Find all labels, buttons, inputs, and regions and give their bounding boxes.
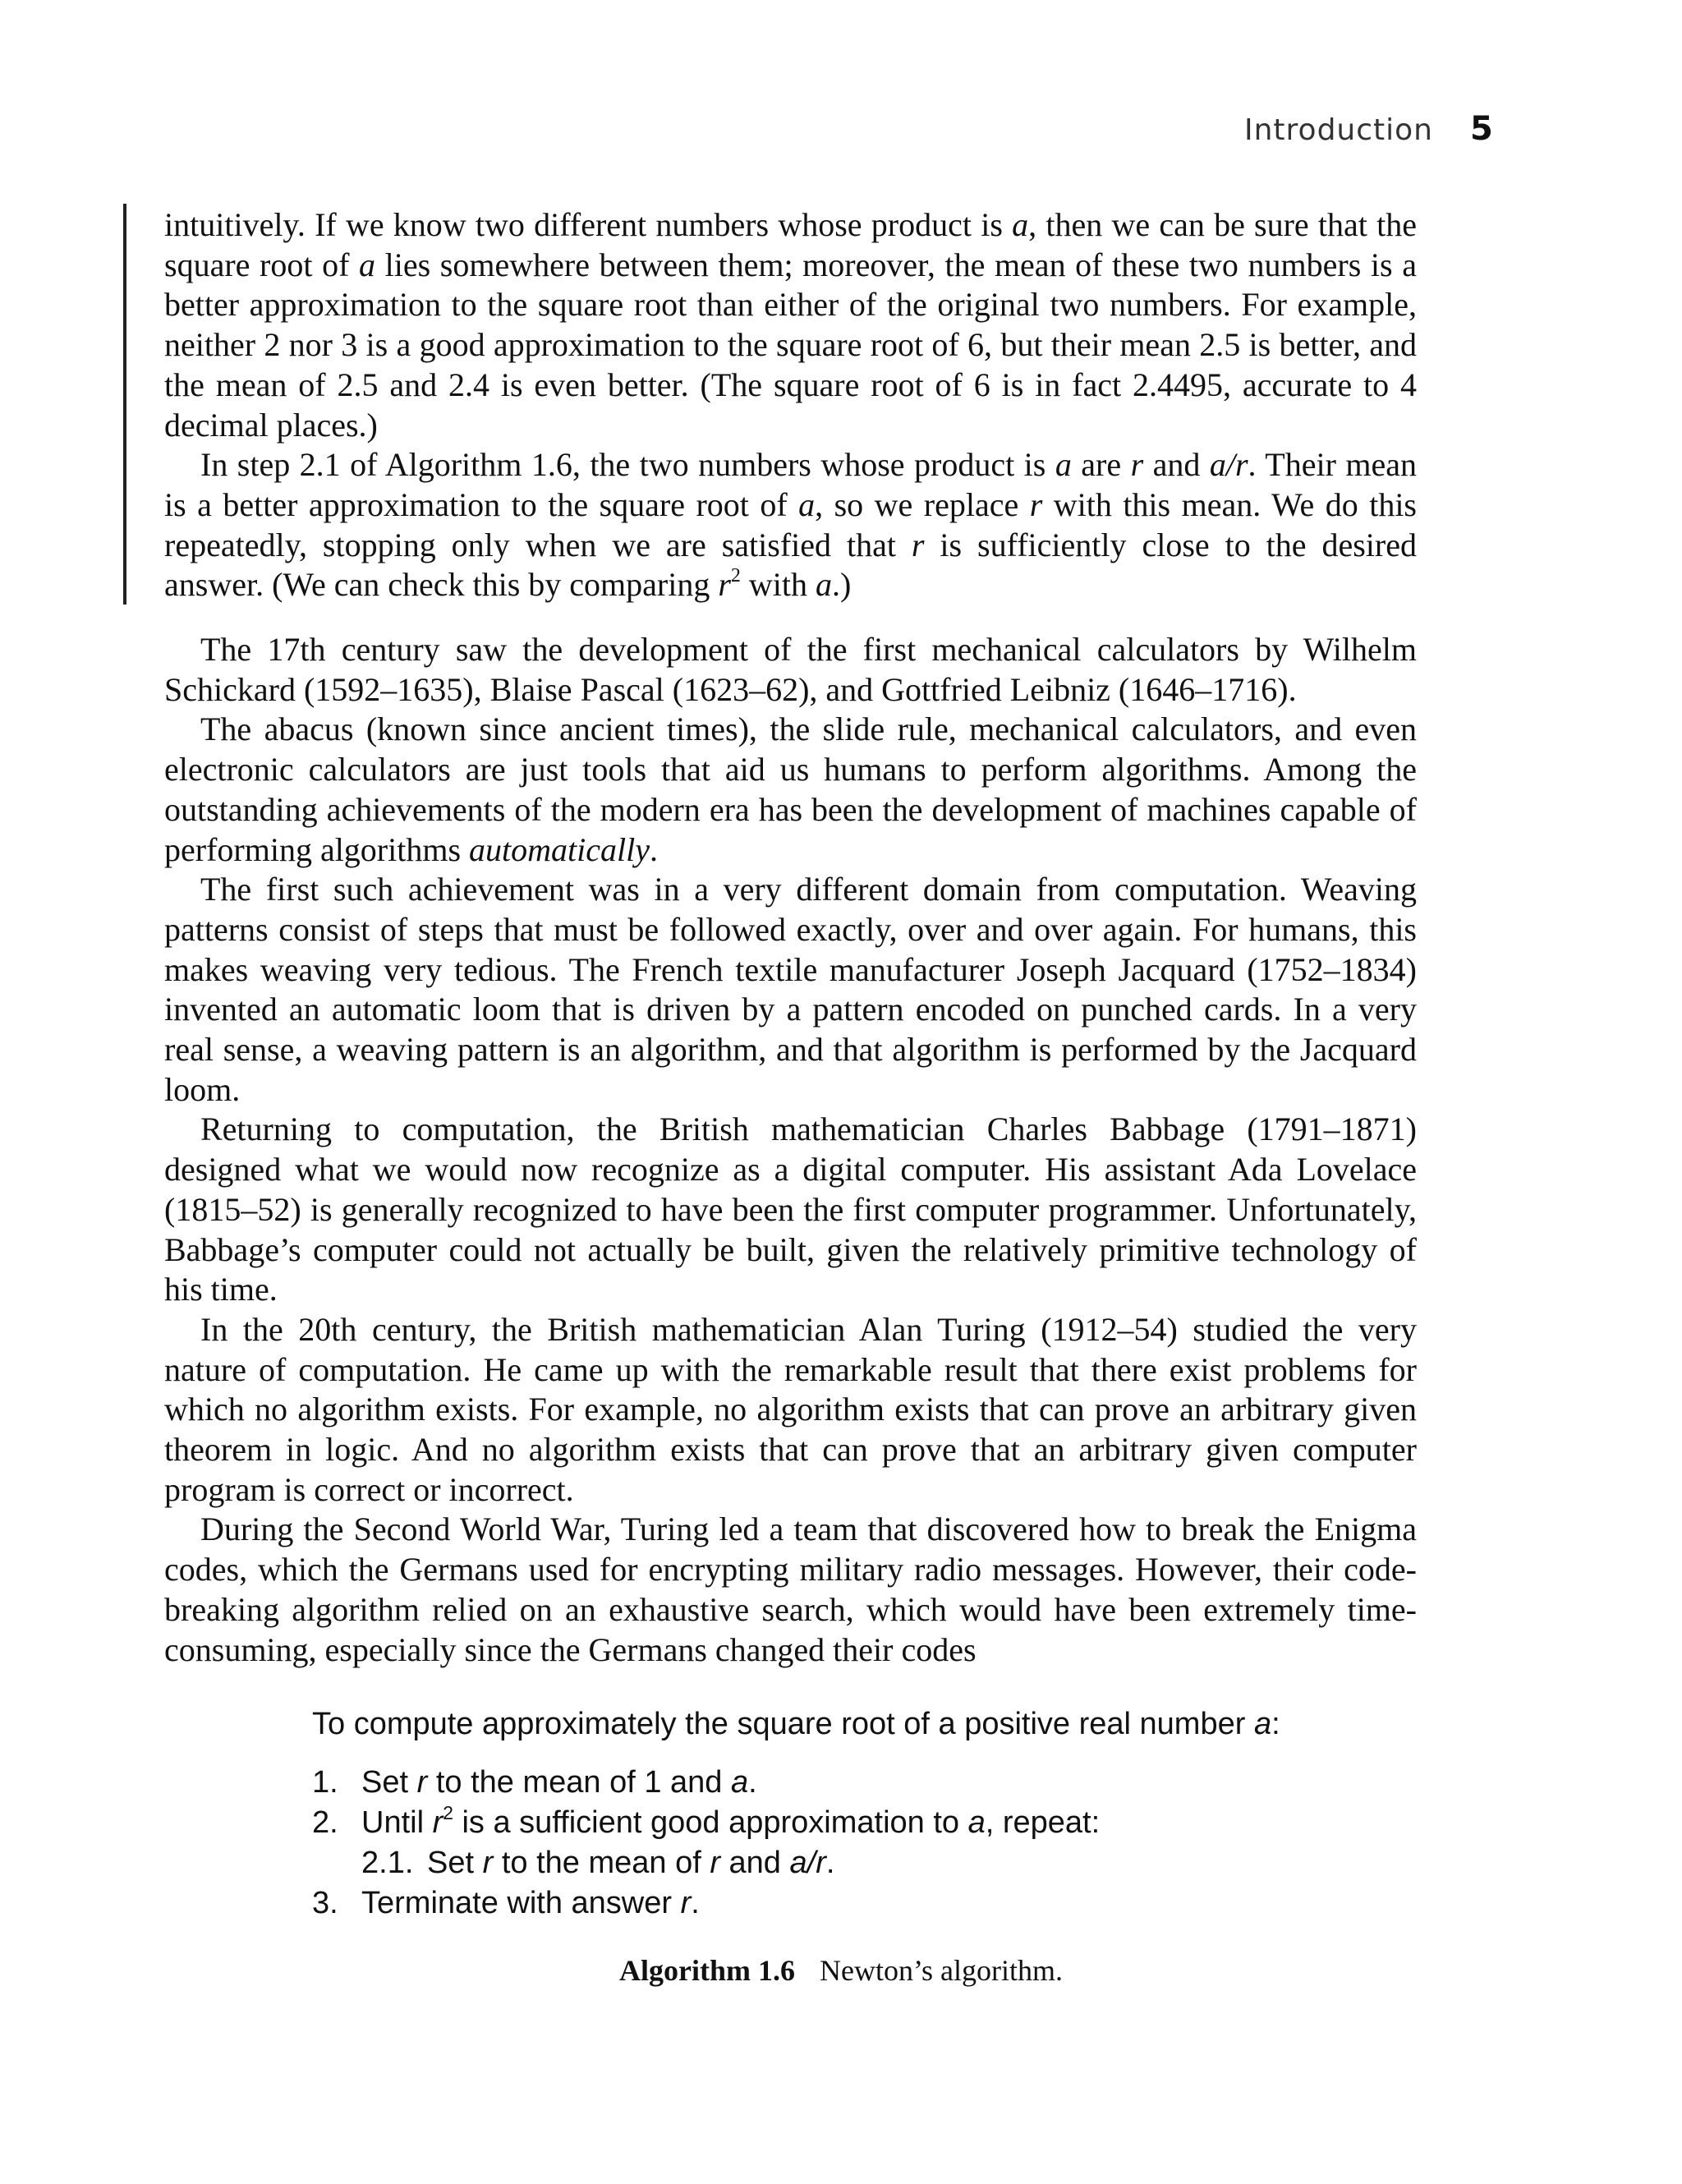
- algorithm-box: [312, 1704, 1462, 1924]
- algorithm-caption: [0, 1953, 1682, 1988]
- paragraph-6: Returning to computation, the British mathematician Charles Babbage (1791–1871) designed what we would now recognize as a digital computer. His assistant Ada Lovelace (1815–52) is generally recognized to have been the first computer programmer. Unfortunately, Babbage’s computer could not actually be built, given the relatively primitive technology of his time.: [164, 1110, 1417, 1308]
- page-number: 5: [1470, 110, 1493, 148]
- algorithm-step-1: 1. Set r to the mean of 1 and a.: [312, 1765, 757, 1800]
- paragraph-2: In step 2.1 of Algorithm 1.6, the two numbers whose product is a are r and a/r. Their mean is a better approximation to the square root of a, so we replace r with this mean. We do this repeatedly, stopping only when we are satisfied that r is sufficiently close to the desired answer. (We can check this by comparing $r^2$ with a.): [164, 446, 1417, 604]
- paragraph-7: In the 20th century, the British mathematician Alan Turing (1912–54) studied the very nature of computation. He came up with the remarkable result that there exist problems for which no algorithm exists. For example, no algorithm exists that can prove an arbitrary given theorem in logic. And no algorithm exists that can prove that an arbitrary given computer program is correct or incorrect.: [164, 1310, 1417, 1508]
- paragraph-1: intuitively. If we know two different numbers whose product is a, then we can be sure that the square root of a lies somewhere between them; moreover, the mean of these two numbers is a better approximation to the square root than either of the original two numbers. For example, neither 2 nor 3 is a good approximation to the square root of 6, but their mean 2.5 is better, and the mean of 2.5 and 2.4 is even better. (The square root of 6 is in fact 2.4495, accurate to 4 decimal places.): [164, 206, 1417, 444]
- margin-change-bar: [123, 204, 126, 605]
- caption-text: Newton’s algorithm.: [820, 1954, 1063, 1987]
- paragraph-8: During the Second World War, Turing led a team that discovered how to break the Enigma codes, which the Germans used for encrypting military radio messages. However, their code-breaking algorithm relied on an exhaustive search, which would have been extremely time-consuming, especially since the Germans changed their codes: [164, 1510, 1417, 1668]
- algorithm-step-2-1: 2.1. Set r to the mean of r and a/r.: [361, 1846, 835, 1880]
- running-head: Introduction: [1243, 113, 1433, 147]
- paragraph-4: The abacus (known since ancient times), the slide rule, mechanical calculators, and even electronic calculators are just tools that aid us humans to perform algorithms. Among the outstanding achievements of the modern era has been the development of machines capable of performing algorithms automatically.: [164, 710, 1417, 868]
- algorithm-intro: To compute approximately the square root of a positive real number a:: [312, 1707, 1280, 1741]
- algorithm-step-3: 3. Terminate with answer r.: [312, 1886, 700, 1920]
- caption-label: Algorithm 1.6: [619, 1954, 795, 1987]
- body-text-top: [164, 205, 1417, 605]
- body-text-main: [164, 630, 1417, 1670]
- algorithm-step-2: 2. Until $r^2$ is a sufficient good approximation to a, repeat:: [312, 1802, 1101, 1840]
- paragraph-3: The 17th century saw the development of the first mechanical calculators by Wilhelm Schickard (1592–1635), Blaise Pascal (1623–62), and Gottfried Leibniz (1646–1716).: [164, 631, 1417, 708]
- paragraph-5: The first such achievement was in a very different domain from computation. Weaving patterns consist of steps that must be followed exactly, over and over again. For humans, this makes weaving very tedious. The French textile manufacturer Joseph Jacquard (1752–1834) invented an automatic loom that is driven by a pattern encoded on punched cards. In a very real sense, a weaving pattern is an algorithm, and that algorithm is performed by the Jacquard loom.: [164, 871, 1417, 1108]
